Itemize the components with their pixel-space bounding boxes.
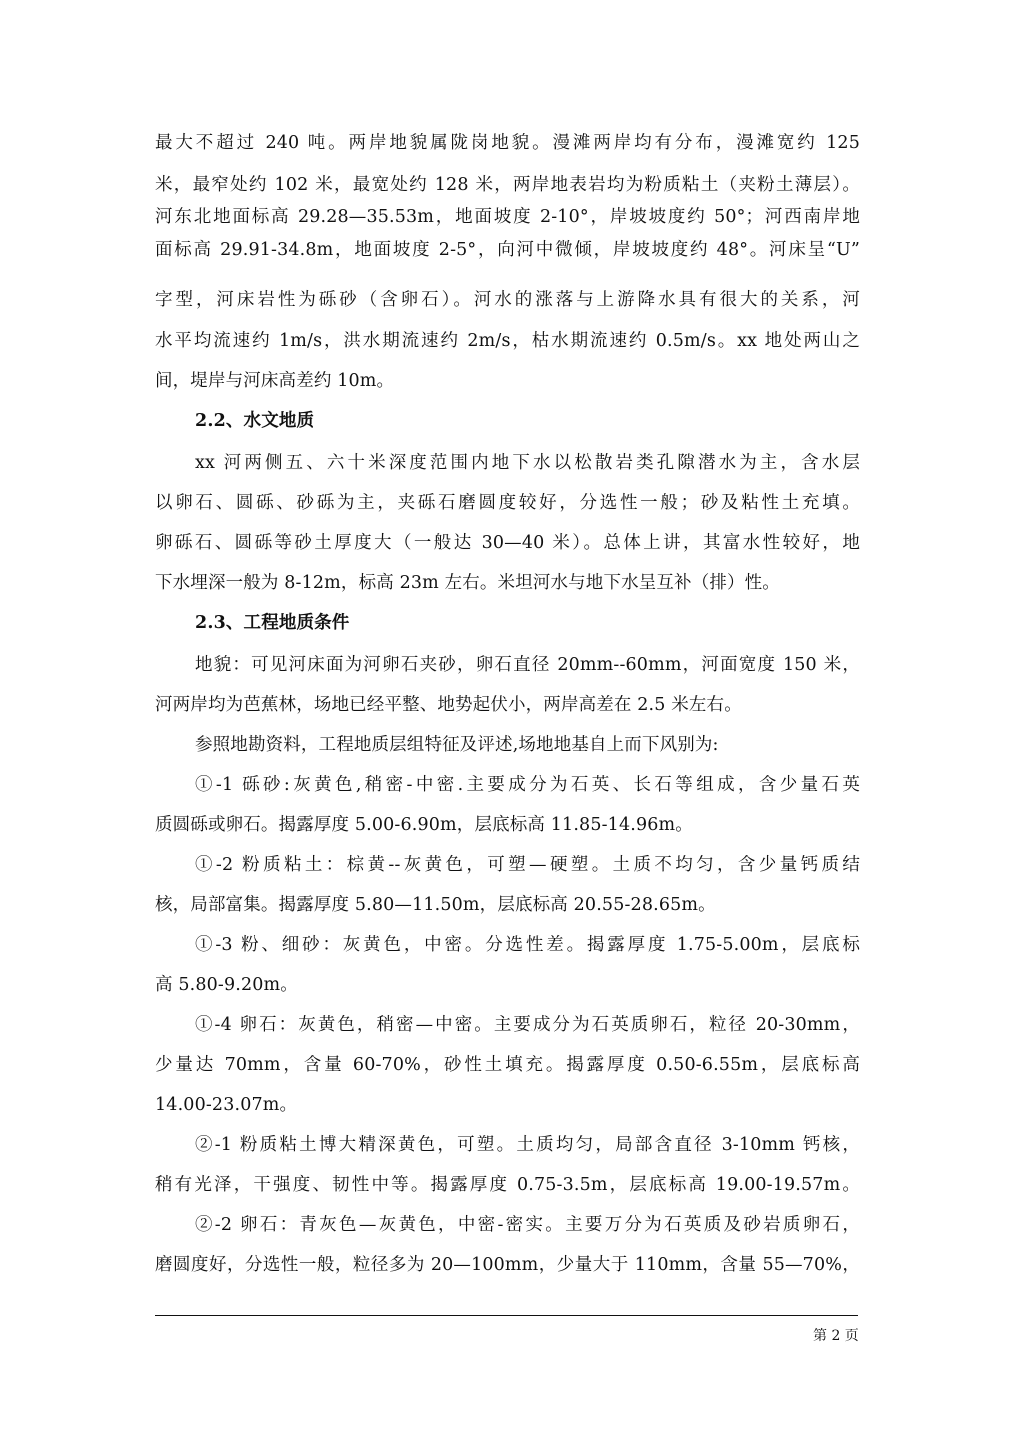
- body-line: 地貌：可见河床面为河卵石夹砂，卵石直径 20mm--60mm，河面宽度 150 米，: [195, 655, 860, 675]
- body-line: 水平均流速约 1m/s，洪水期流速约 2m/s，枯水期流速约 0.5m/s。xx 地处两山之: [155, 331, 860, 351]
- body-line: 以卵石、圆砾、砂砾为主，夹砾石磨圆度较好，分选性一般；砂及粘性土充填。: [155, 493, 860, 513]
- body-line: ①-1 砾砂:灰黄色,稍密-中密.主要成分为石英、长石等组成，含少量石英: [195, 775, 860, 795]
- section-heading: 2.2、水文地质: [195, 411, 315, 431]
- body-line: 高 5.80-9.20m。: [155, 975, 298, 995]
- footer-divider: [155, 1315, 858, 1316]
- body-line: 河东北地面标高 29.28—35.53m，地面坡度 2-10°，岸坡坡度约 50°；河西南岸地: [155, 207, 860, 227]
- body-line: ①-2 粉质粘土：棕黄--灰黄色，可塑—硬塑。土质不均匀，含少量钙质结: [195, 855, 860, 875]
- body-line: ①-4 卵石：灰黄色，稍密—中密。主要成分为石英质卵石，粒径 20-30mm，: [195, 1015, 860, 1035]
- body-line: 稍有光泽，干强度、韧性中等。揭露厚度 0.75-3.5m，层底标高 19.00-19.57m。: [155, 1175, 860, 1195]
- body-line: 核，局部富集。揭露厚度 5.80—11.50m，层底标高 20.55-28.65m。: [155, 895, 716, 915]
- body-line: 间，堤岸与河床高差约 10m。: [155, 371, 395, 391]
- body-line: 河两岸均为芭蕉林，场地已经平整、地势起伏小，两岸高差在 2.5 米左右。: [155, 695, 742, 715]
- body-line: ②-1 粉质粘土博大精深黄色，可塑。土质均匀，局部含直径 3-10mm 钙核，: [195, 1135, 860, 1155]
- body-line: ②-2 卵石：青灰色—灰黄色，中密-密实。主要万分为石英质及砂岩质卵石，: [195, 1215, 860, 1235]
- body-line: 质圆砾或卵石。揭露厚度 5.00-6.90m，层底标高 11.85-14.96m。: [155, 815, 693, 835]
- body-line: 面标高 29.91-34.8m，地面坡度 2-5°，向河中微倾，岸坡坡度约 48°。河床呈“U”: [155, 240, 860, 260]
- body-line: 参照地勘资料，工程地质层组特征及评述,场地地基自上而下风别为:: [195, 735, 719, 755]
- body-line: 卵砾石、圆砾等砂土厚度大（一般达 30—40 米）。总体上讲，其富水性较好，地: [155, 533, 860, 553]
- body-line: 磨圆度好，分选性一般，粒径多为 20—100mm，少量大于 110mm，含量 55—70%，: [155, 1255, 860, 1275]
- body-line: ①-3 粉、细砂：灰黄色，中密。分选性差。揭露厚度 1.75-5.00m，层底标: [195, 935, 860, 955]
- body-line: 字型，河床岩性为砾砂（含卵石）。河水的涨落与上游降水具有很大的关系，河: [155, 290, 860, 310]
- body-line: 14.00-23.07m。: [155, 1095, 298, 1115]
- body-line: 下水埋深一般为 8-12m，标高 23m 左右。米坦河水与地下水呈互补（排）性。: [155, 573, 780, 593]
- body-line: 少量达 70mm，含量 60-70%，砂性土填充。揭露厚度 0.50-6.55m，层底标高: [155, 1055, 860, 1075]
- section-heading: 2.3、工程地质条件: [195, 613, 350, 633]
- body-line: 米，最窄处约 102 米，最宽处约 128 米，两岸地表岩均为粉质粘土（夹粉土薄层）。: [155, 175, 860, 195]
- body-line: xx 河两侧五、六十米深度范围内地下水以松散岩类孔隙潜水为主，含水层: [195, 453, 860, 473]
- body-line: 最大不超过 240 吨。两岸地貌属陇岗地貌。漫滩两岸均有分布，漫滩宽约 125: [155, 133, 860, 153]
- page-number: 第 2 页: [813, 1328, 859, 1344]
